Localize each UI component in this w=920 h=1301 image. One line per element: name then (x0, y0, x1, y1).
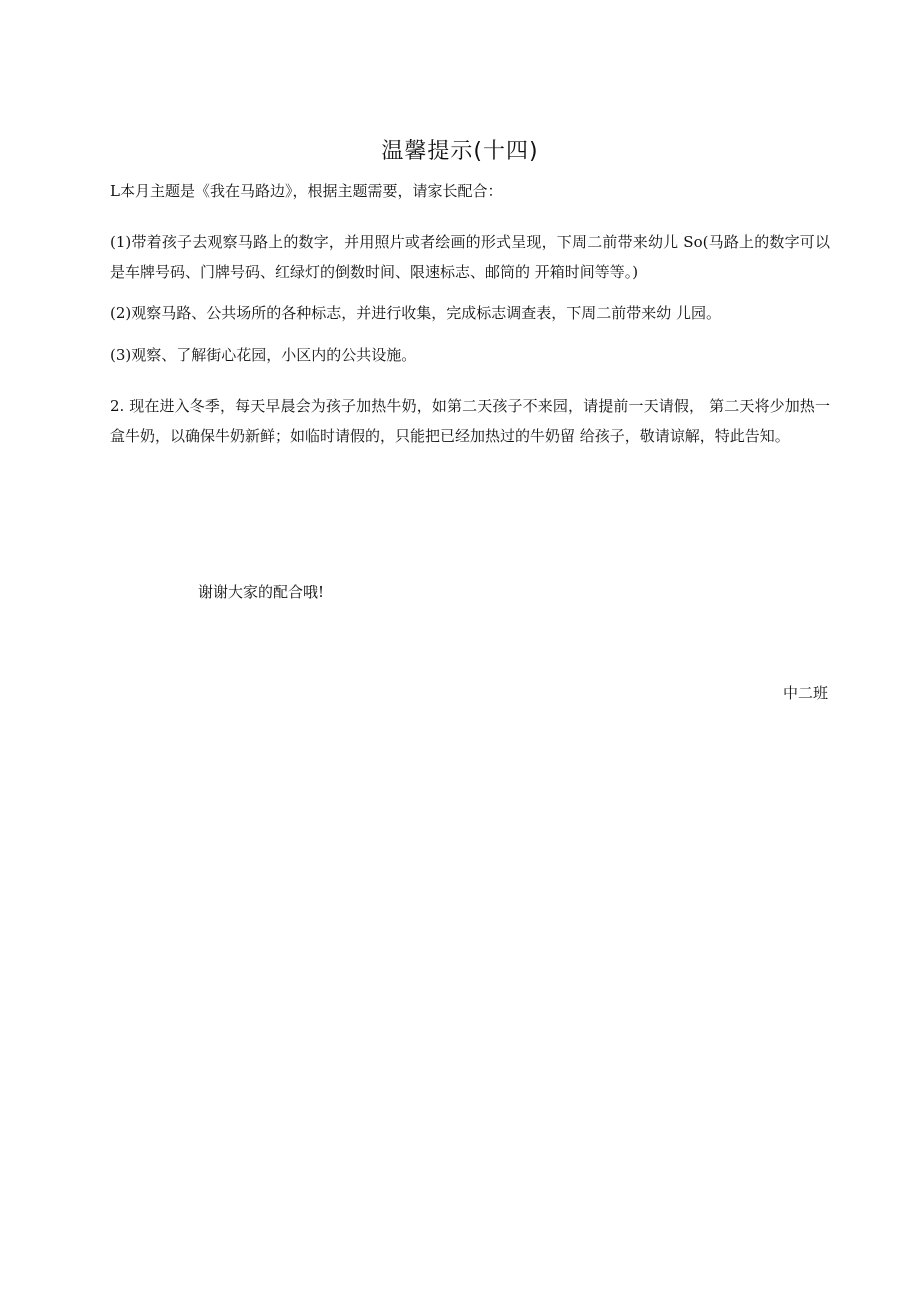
page-title: 温馨提示(十四) (381, 139, 539, 164)
thanks-line: 谢谢大家的配合哦! (198, 583, 325, 601)
list-item: (1)带着孩子去观察马路上的数字，并用照片或者绘画的形式呈现，下周二前带来幼儿 So(马路上的数字可以是车牌号码、门牌号码、红绿灯的倒数时间、限速标志、邮筒的 开箱时间等等。) (110, 233, 830, 281)
list-item: (3)观察、了解街心花园，小区内的公共设施。 (110, 346, 417, 364)
notice-paragraph: 2. 现在进入冬季，每天早晨会为孩子加热牛奶，如第二天孩子不来园，请提前一天请假， 第二天将少加热一盒牛奶，以确保牛奶新鲜；如临时请假的，只能把已经加热过的牛奶留 给孩子，敬请谅解，特此告知。 (110, 397, 830, 445)
signature: 中二班 (782, 684, 828, 702)
list-item: (2)观察马路、公共场所的各种标志，并进行收集，完成标志调查表，下周二前带来幼 儿园。 (110, 304, 722, 322)
intro-paragraph: L本月主题是《我在马路边》，根据主题需要，请家长配合： (110, 182, 503, 200)
